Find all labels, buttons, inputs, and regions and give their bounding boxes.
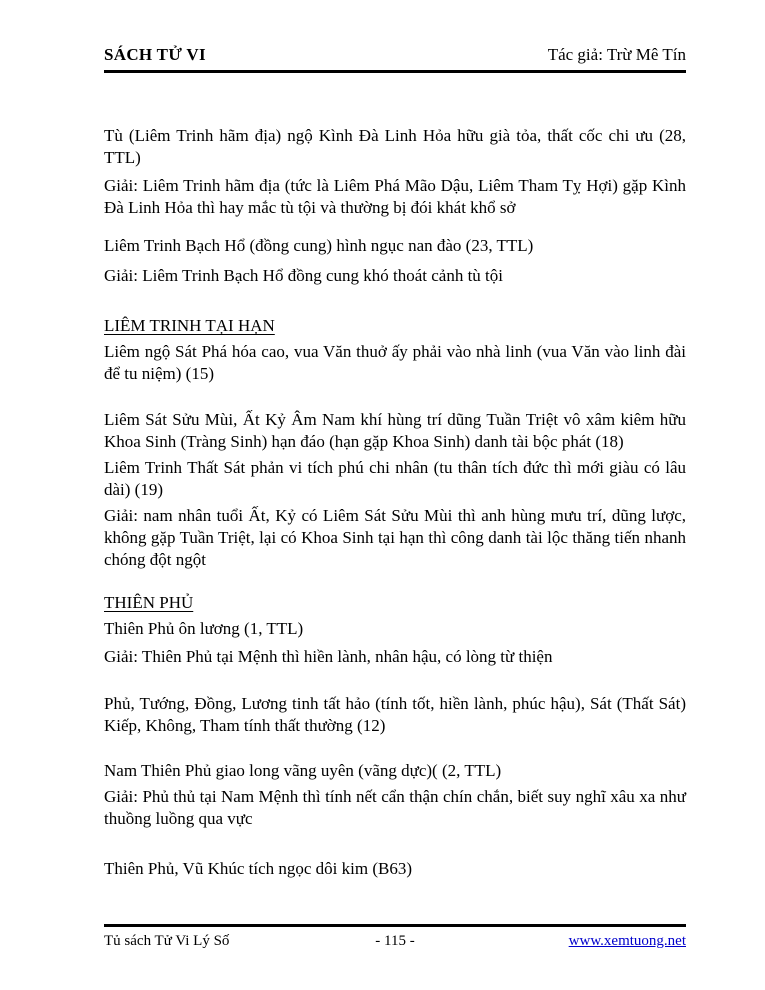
statement-paragraph: Thiên Phủ ôn lương (1, TTL) bbox=[104, 619, 304, 638]
author-credit: Tác giả: Trừ Mê Tín bbox=[547, 45, 686, 64]
statement-paragraph: Liêm ngộ Sát Phá hóa cao, vua Văn thuở ấy phải vào nhà linh (vua Văn vào linh đài để tu niệm) (15) bbox=[104, 342, 686, 383]
footer-series-title: Tủ sách Tử Vi Lý Số bbox=[104, 933, 230, 949]
explanation-paragraph: Giải: Liêm Trinh hãm địa (tức là Liêm Phá Mão Dậu, Liêm Tham Tỵ Hợi) gặp Kình Đà Linh Hỏa thì hay mắc tù tội và thường bị đói khát khổ sở bbox=[104, 176, 686, 217]
explanation-paragraph: Giải: Phủ thủ tại Nam Mệnh thì tính nết cẩn thận chín chắn, biết suy nghĩ xâu xa như thuồng luồng qua vực bbox=[104, 787, 686, 828]
section-heading-thien-phu: THIÊN PHỦ bbox=[104, 593, 194, 612]
statement-paragraph: Liêm Trinh Thất Sát phản vi tích phú chi nhân (tu thân tích đức thì mới giàu có lâu dài) (19) bbox=[104, 458, 686, 499]
page-footer bbox=[104, 924, 686, 951]
website-link[interactable]: www.xemtuong.net bbox=[568, 933, 686, 949]
statement-paragraph: Liêm Sát Sửu Mùi, Ất Kỷ Âm Nam khí hùng trí dũng Tuần Triệt vô xâm kiêm hữu Khoa Sinh (Tràng Sinh) hạn đáo (hạn gặp Khoa Sinh) danh tài bộc phát (18) bbox=[104, 410, 686, 451]
footer-page-number: - 115 - bbox=[375, 933, 415, 949]
explanation-paragraph: Giải: Liêm Trinh Bạch Hổ đồng cung khó thoát cảnh tù tội bbox=[104, 266, 503, 285]
statement-paragraph: Liêm Trinh Bạch Hổ (đồng cung) hình ngục nan đào (23, TTL) bbox=[104, 236, 534, 255]
page-content bbox=[104, 0, 686, 880]
explanation-paragraph: Giải: Thiên Phủ tại Mệnh thì hiền lành, nhân hậu, có lòng từ thiện bbox=[104, 647, 553, 666]
statement-paragraph: Thiên Phủ, Vũ Khúc tích ngọc dôi kim (B63) bbox=[104, 859, 413, 878]
book-title: SÁCH TỬ VI bbox=[104, 45, 206, 64]
explanation-paragraph: Giải: nam nhân tuổi Ất, Kỷ có Liêm Sát Sửu Mùi thì anh hùng mưu trí, dũng lược, không gặp Tuần Triệt, lại có Khoa Sinh tại hạn thì công danh tài lộc thăng tiến nhanh chóng đột ngột bbox=[104, 506, 686, 569]
page-header bbox=[104, 0, 686, 73]
statement-paragraph: Nam Thiên Phủ giao long vãng uyên (vãng dực)( (2, TTL) bbox=[104, 761, 502, 780]
statement-paragraph: Phủ, Tướng, Đồng, Lương tinh tất hảo (tính tốt, hiền lành, phúc hậu), Sát (Thất Sát) Kiếp, Không, Tham tính thất thường (12) bbox=[104, 694, 686, 735]
statement-paragraph: Tù (Liêm Trinh hãm địa) ngộ Kình Đà Linh Hỏa hữu già tỏa, thất cốc chi ưu (28, TTL) bbox=[104, 126, 686, 167]
body-text bbox=[104, 125, 686, 880]
section-heading-liem-trinh-tai-han: LIÊM TRINH TẠI HẠN bbox=[104, 316, 275, 335]
